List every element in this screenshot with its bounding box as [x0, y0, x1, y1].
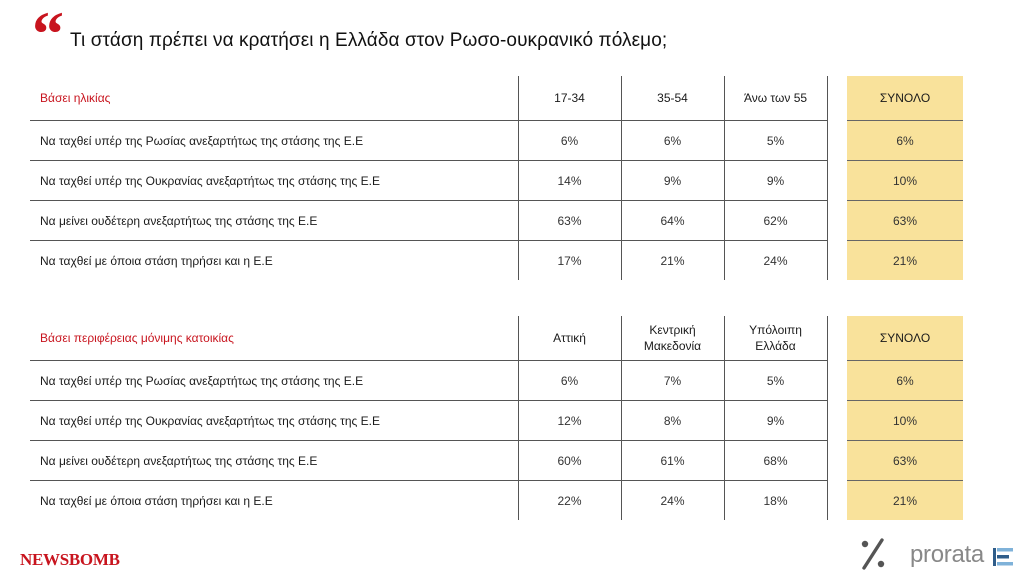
data-cell: 9% [724, 401, 827, 441]
data-cell: 8% [621, 401, 724, 441]
group-label: Βάσει ηλικίας [30, 76, 518, 121]
data-cell: 7% [621, 361, 724, 401]
total-cell: 10% [847, 401, 963, 441]
row-label: Να ταχθεί με όποια στάση τηρήσει και η Ε.Ε [40, 493, 273, 508]
data-cell: 6% [518, 121, 621, 161]
data-cell: 24% [621, 481, 724, 521]
table-row [30, 401, 963, 441]
table-row [30, 201, 963, 241]
prorata-logo: prorata [910, 541, 984, 568]
data-cell: 60% [518, 441, 621, 481]
row-label: Να ταχθεί υπέρ της Ρωσίας ανεξαρτήτως της στάσης της Ε.Ε [30, 361, 518, 401]
page-title: Τι στάση πρέπει να κρατήσει η Ελλάδα στον Ρωσο-ουκρανικό πόλεμο; [70, 30, 668, 51]
column-header: 35-54 [621, 76, 724, 121]
total-cell: 21% [847, 241, 963, 281]
table-row [30, 481, 963, 521]
data-cell: 9% [724, 161, 827, 201]
percent-icon [858, 538, 888, 570]
row-label: Να μείνει ουδέτερη ανεξαρτήτως της στάσης της Ε.Ε [30, 441, 518, 481]
total-header: ΣΥΝΟΛΟ [847, 316, 963, 361]
total-cell: 21% [847, 481, 963, 521]
table-row [30, 121, 963, 161]
column-header: Υπόλοιπη Ελλάδα [724, 316, 827, 361]
data-cell: 64% [621, 201, 724, 241]
total-header: ΣΥΝΟΛΟ [847, 76, 963, 121]
table-row [30, 441, 963, 481]
data-cell: 63% [518, 201, 621, 241]
group-label: Βάσει περιφέρειας μόνιμης κατοικίας [30, 316, 518, 361]
data-cell: 9% [621, 161, 724, 201]
row-label: Να ταχθεί υπέρ της Ρωσίας ανεξαρτήτως της στάσης της Ε.Ε [30, 121, 518, 161]
data-cell: 18% [724, 481, 827, 521]
bars-icon [993, 547, 1015, 567]
table-row [30, 241, 963, 281]
data-cell: 5% [724, 121, 827, 161]
quote-mark-icon: “ [32, 0, 64, 69]
total-cell: 63% [847, 201, 963, 241]
data-cell: 6% [518, 361, 621, 401]
data-cell: 21% [621, 241, 724, 281]
data-cell: 12% [518, 401, 621, 441]
row-label: Να ταχθεί υπέρ της Ουκρανίας ανεξαρτήτως της στάσης της Ε.Ε [30, 161, 518, 201]
row-label: Να ταχθεί υπέρ της Ουκρανίας ανεξαρτήτως της στάσης της Ε.Ε [30, 401, 518, 441]
column-header: Άνω των 55 [724, 76, 827, 121]
total-cell: 6% [847, 121, 963, 161]
table-row [30, 161, 963, 201]
row-label: Να μείνει ουδέτερη ανεξαρτήτως της στάσης της Ε.Ε [30, 201, 518, 241]
data-cell: 61% [621, 441, 724, 481]
age-table [30, 76, 963, 280]
data-cell: 17% [518, 241, 621, 281]
column-header: 17-34 [518, 76, 621, 121]
column-header: Αττική [518, 316, 621, 361]
data-cell: 24% [724, 241, 827, 281]
data-cell: 14% [518, 161, 621, 201]
data-cell: 6% [621, 121, 724, 161]
column-header: Κεντρική Μακεδονία [621, 316, 724, 361]
total-cell: 63% [847, 441, 963, 481]
data-cell: 68% [724, 441, 827, 481]
total-cell: 6% [847, 361, 963, 401]
newsbomb-logo: NEWSBOMB [20, 550, 120, 569]
table-row [30, 361, 963, 401]
total-cell: 10% [847, 161, 963, 201]
region-table [30, 316, 963, 520]
row-label: Να ταχθεί με όποια στάση τηρήσει και η Ε.Ε [40, 253, 273, 268]
data-cell: 5% [724, 361, 827, 401]
data-cell: 22% [518, 481, 621, 521]
data-cell: 62% [724, 201, 827, 241]
